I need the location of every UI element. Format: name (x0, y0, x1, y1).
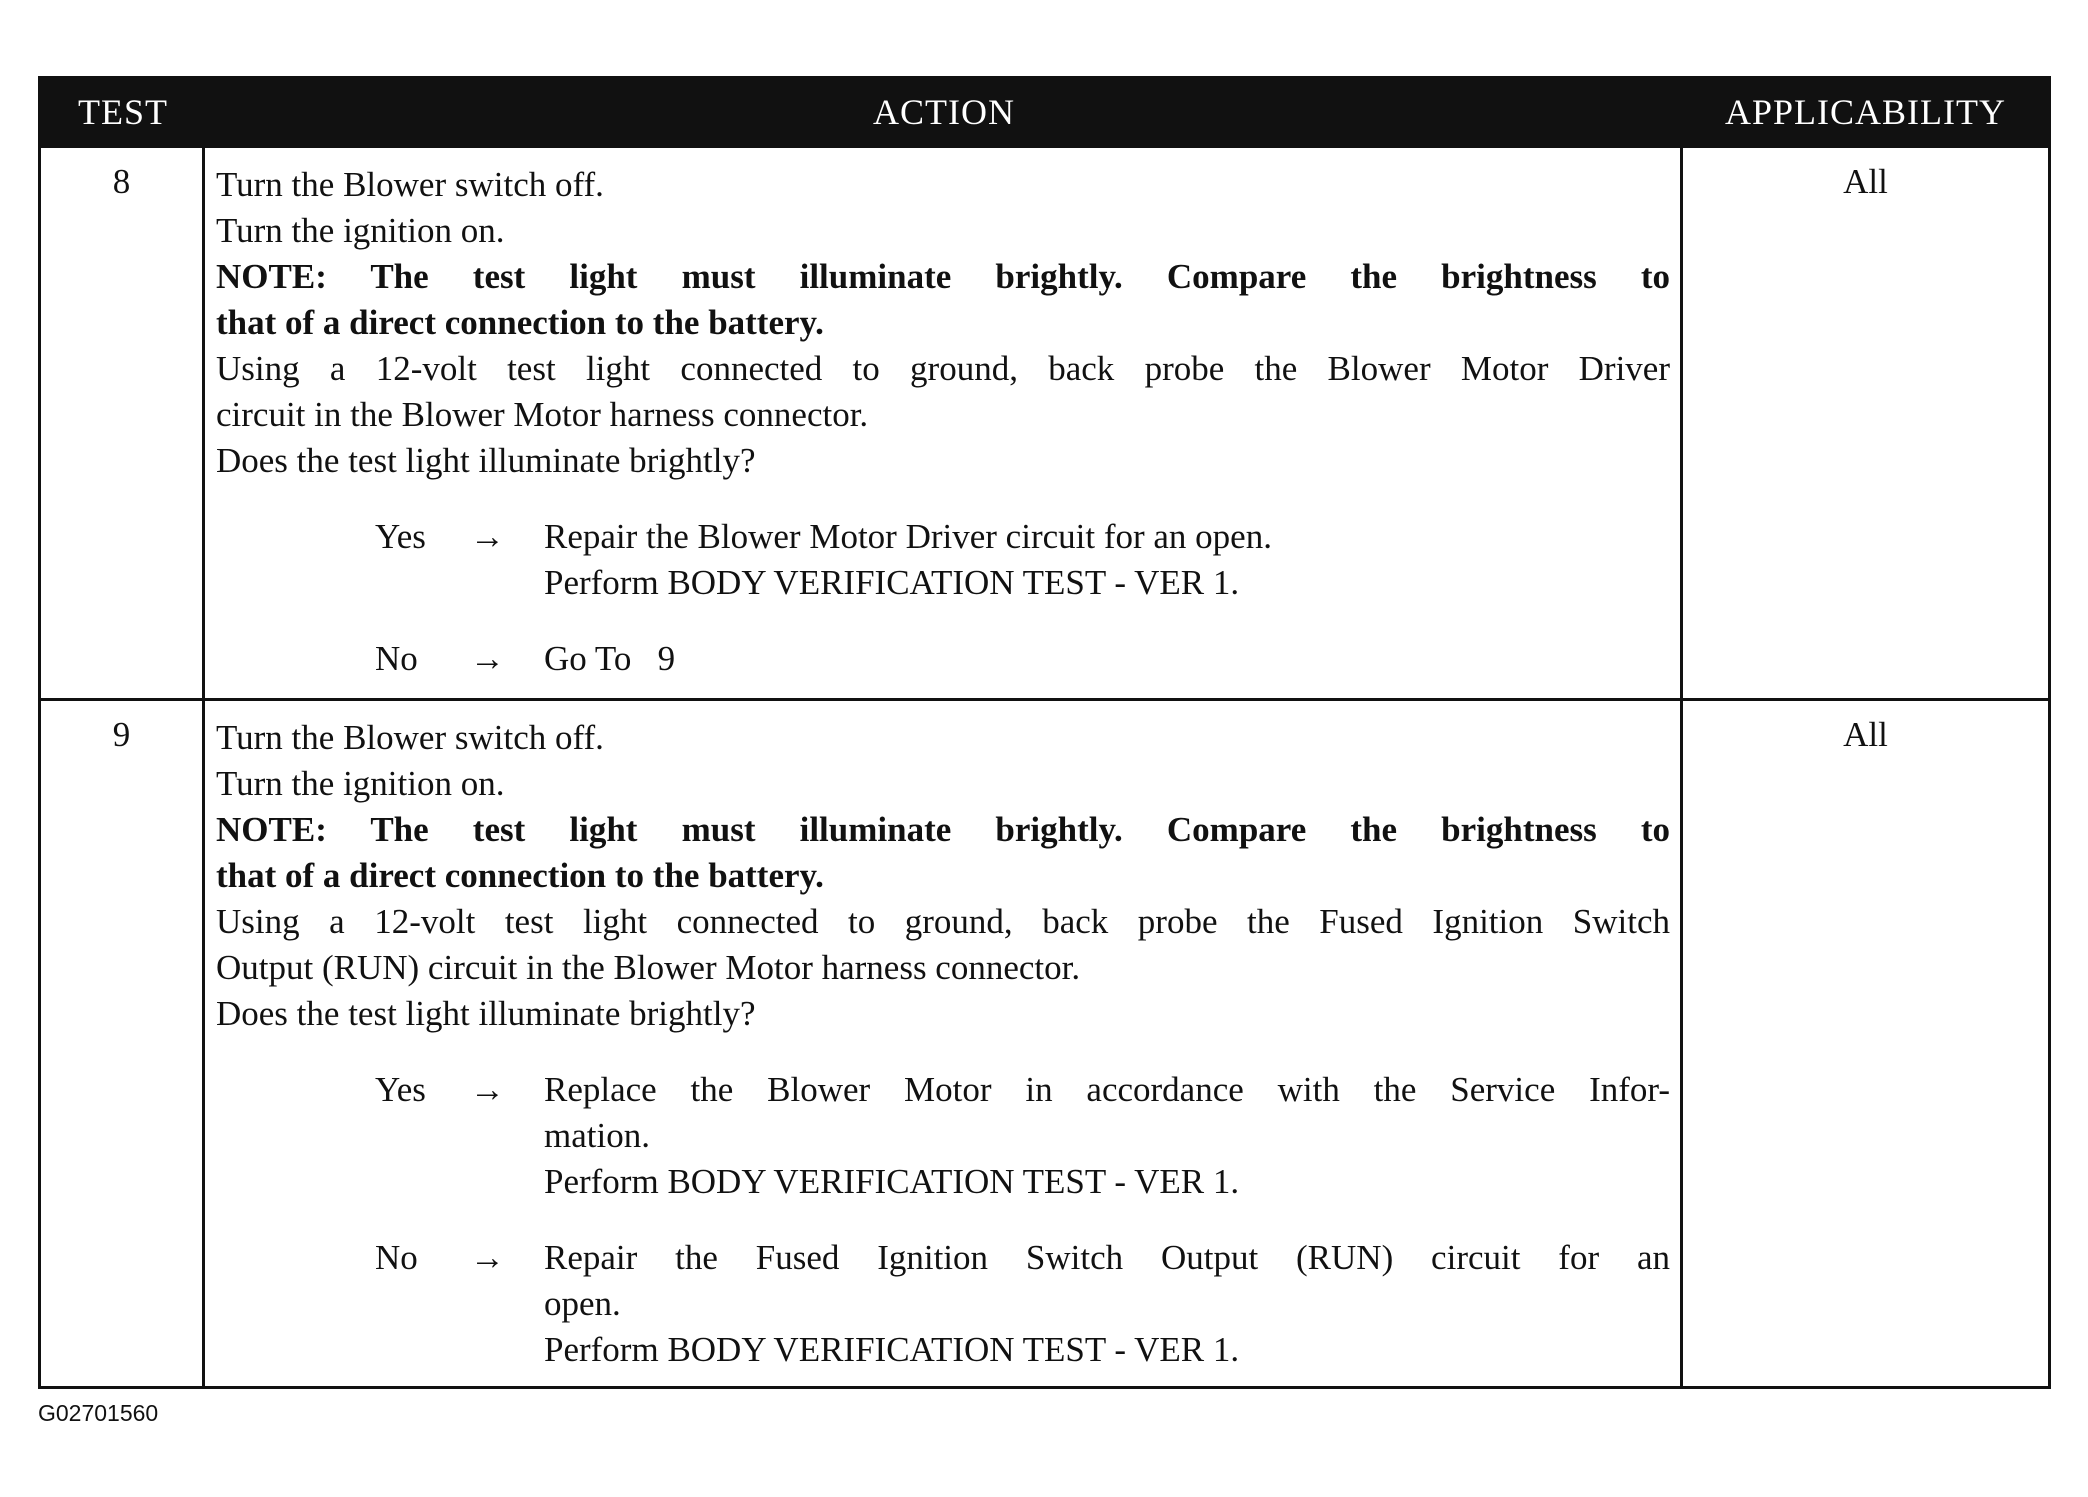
outcome-line: Perform BODY VERIFICATION TEST - VER 1. (544, 563, 1240, 602)
note-line: NOTE: The test light must illuminate brightly. Compare the brightness to (216, 257, 1670, 296)
right-arrow-icon: → (470, 1070, 505, 1109)
action-line: Turn the ignition on. (216, 211, 505, 250)
question-line: Does the test light illuminate brightly? (216, 441, 756, 480)
test-number: 8 (41, 148, 205, 698)
instruction-line: circuit in the Blower Motor harness connector. (216, 395, 869, 434)
table-row (41, 698, 2048, 1386)
instruction-line: Using a 12-volt test light connected to ground, back probe the Blower Motor Driver (216, 349, 1670, 388)
outcome-line: Go To 9 (544, 639, 676, 678)
action-line: Turn the Blower switch off. (216, 165, 604, 204)
outcomes (216, 514, 1670, 682)
applicability-value: All (1843, 715, 1888, 754)
instruction-line: Using a 12-volt test light connected to ground, back probe the Fused Ignition Switch (216, 902, 1670, 941)
action-line: Turn the Blower switch off. (216, 718, 604, 757)
note-line: that of a direct connection to the battery. (216, 303, 824, 342)
instruction-line: Output (RUN) circuit in the Blower Motor harness connector. (216, 948, 1081, 987)
applicability-value: All (1843, 162, 1888, 201)
header-test: TEST (78, 92, 168, 132)
outcome-yes-label: Yes (375, 517, 426, 556)
outcome-line: Replace the Blower Motor in accordance with the Service Infor- (544, 1070, 1670, 1109)
note-line: NOTE: The test light must illuminate brightly. Compare the brightness to (216, 810, 1670, 849)
test-number: 9 (41, 701, 205, 1386)
outcomes (216, 1067, 1670, 1373)
right-arrow-icon: → (470, 1238, 505, 1277)
outcome-yes-text (544, 514, 1670, 606)
header-action: ACTION (873, 92, 1015, 132)
outcome-line: Repair the Fused Ignition Switch Output (RUN) circuit for an (544, 1238, 1670, 1277)
action-cell (205, 701, 1683, 1386)
outcome-yes-text (544, 1067, 1670, 1205)
outcome-no (216, 636, 1670, 682)
outcome-no-text (544, 1235, 1670, 1373)
outcome-yes (216, 1067, 1670, 1205)
right-arrow-icon: → (470, 639, 505, 678)
table-header (41, 79, 2048, 145)
figure-id: G02701560 (38, 1400, 159, 1426)
right-arrow-icon: → (470, 517, 505, 556)
question-line: Does the test light illuminate brightly? (216, 994, 756, 1033)
action-cell (205, 148, 1683, 698)
outcome-line: Perform BODY VERIFICATION TEST - VER 1. (544, 1162, 1240, 1201)
outcome-yes-label: Yes (375, 1070, 426, 1109)
note-line: that of a direct connection to the battery. (216, 856, 824, 895)
outcome-no-label: No (375, 1238, 418, 1277)
outcome-line: Repair the Blower Motor Driver circuit for an open. (544, 517, 1272, 556)
header-applicability: APPLICABILITY (1725, 92, 2006, 132)
diagnostic-table (38, 76, 2051, 1389)
outcome-yes (216, 514, 1670, 606)
outcome-no-label: No (375, 639, 418, 678)
outcome-line: Perform BODY VERIFICATION TEST - VER 1. (544, 1330, 1240, 1369)
action-line: Turn the ignition on. (216, 764, 505, 803)
table-row (41, 145, 2048, 698)
outcome-line: mation. (544, 1116, 650, 1155)
outcome-line: open. (544, 1284, 621, 1323)
outcome-no-text (544, 636, 1670, 682)
outcome-no (216, 1235, 1670, 1373)
